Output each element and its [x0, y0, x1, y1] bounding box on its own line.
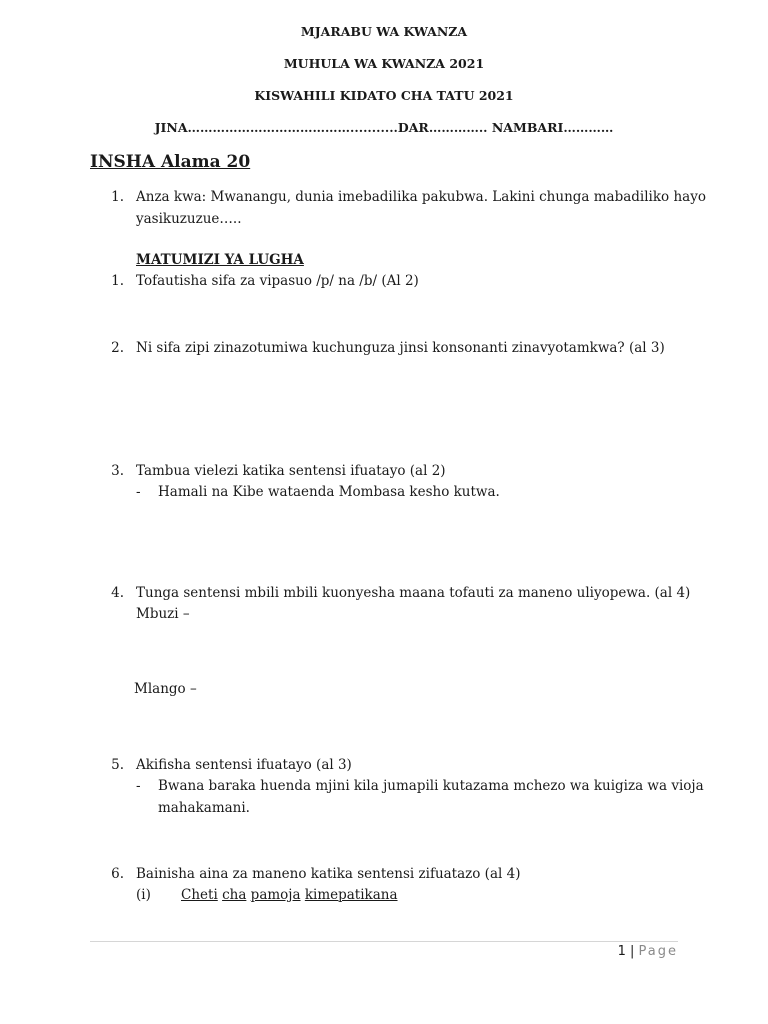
word-pamoja: pamoja	[250, 887, 301, 903]
subject-heading: KISWAHILI KIDATO CHA TATU 2021	[254, 88, 514, 103]
word-prompt-mlango: Mlango –	[134, 681, 197, 697]
question-text: Akifisha sentensi ifuatayo (al 3)	[136, 757, 352, 773]
question-text: Tunga sentensi mbili mbili kuonyesha maana tofauti za maneno uliyopewa. (al 4)	[136, 585, 691, 601]
insha-q1-text-line1: Anza kwa: Mwanangu, dunia imebadilika pakubwa. Lakini chunga mabadiliko hayo	[136, 189, 706, 205]
question-number: 1.	[111, 273, 124, 289]
lugha-section-title: MATUMIZI YA LUGHA	[136, 252, 304, 268]
term-heading: MUHULA WA KWANZA 2021	[283, 56, 485, 71]
word-cheti: Cheti	[181, 887, 218, 903]
question-number: 3.	[111, 463, 124, 479]
footer-divider	[90, 941, 678, 942]
word-prompt-mbuzi: Mbuzi –	[136, 606, 190, 622]
question-text: Bainisha aina za maneno katika sentensi zifuatazo (al 4)	[136, 866, 521, 882]
question-text: Tambua vielezi katika sentensi ifuatayo (al 2)	[136, 463, 446, 479]
question-number: 5.	[111, 757, 124, 773]
sub-item-sentence: Hamali na Kibe wataenda Mombasa kesho kutwa.	[158, 484, 500, 500]
underlined-sentence	[181, 887, 398, 903]
student-details-line: JINA…………………………………...........DAR………….. NAMBARI…………	[154, 120, 614, 135]
sub-item-sentence-line1: Bwana baraka huenda mjini kila jumapili kutazama mchezo wa kuigiza wa vioja	[158, 778, 704, 794]
question-number: 2.	[111, 340, 124, 356]
bullet-dash: -	[136, 778, 141, 794]
exam-series-heading: MJARABU WA KWANZA	[300, 24, 468, 39]
question-number: 6.	[111, 866, 124, 882]
word-cha: cha	[222, 887, 247, 903]
page-number: 1	[617, 944, 626, 959]
word-kimepatikana: kimepatikana	[304, 887, 398, 903]
question-text: Ni sifa zipi zinazotumiwa kuchunguza jinsi konsonanti zinavyotamkwa? (al 3)	[136, 340, 665, 356]
question-text: Tofautisha sifa za vipasuo /p/ na /b/ (Al 2)	[136, 273, 419, 289]
insha-q1-number: 1.	[111, 189, 124, 205]
page-footer	[618, 944, 678, 959]
page-label: Page	[638, 944, 678, 959]
footer-separator: |	[629, 944, 635, 959]
sub-item-sentence-line2: mahakamani.	[158, 800, 250, 816]
insha-section-title: INSHA Alama 20	[90, 152, 251, 172]
insha-q1-text-line2: yasikuzuzue…..	[136, 211, 242, 227]
question-number: 4.	[111, 585, 124, 601]
sub-item-label: (i)	[136, 887, 151, 903]
bullet-dash: -	[136, 484, 141, 500]
